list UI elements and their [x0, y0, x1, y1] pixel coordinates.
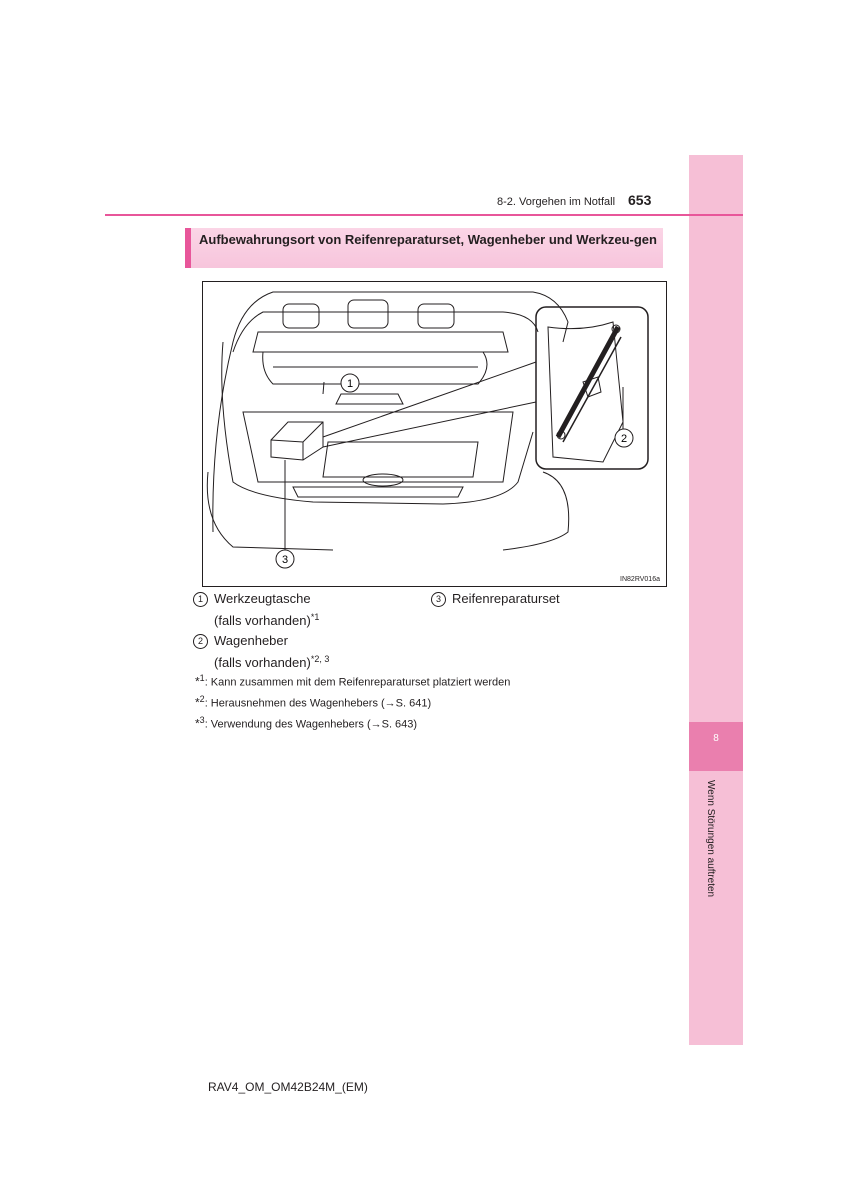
section-heading: [185, 228, 663, 268]
legend-ref: *2, 3: [310, 654, 330, 664]
header-rule: [105, 214, 743, 216]
legend-item-2: [193, 631, 329, 672]
chapter-number-tab: 8: [689, 722, 743, 771]
legend-label: Wagenheber: [214, 633, 288, 648]
callout-3: 3: [281, 554, 289, 566]
legend-label: Reifenreparaturset: [452, 591, 560, 606]
legend-number: 3: [431, 592, 446, 607]
callout-1: 1: [346, 378, 354, 390]
section-heading-bar: [185, 228, 191, 268]
footnote-3: *$^3$: Verwendung des Wagenhebers (→S. 643): [195, 715, 418, 731]
legend-sub: (falls vorhanden): [214, 655, 311, 671]
chapter-side-title: Wenn Störungen auftreten: [705, 780, 716, 898]
footer-doc-id: RAV4_OM_OM42B24M_(EM): [208, 1080, 368, 1094]
figure-callouts: [276, 374, 633, 568]
side-tab: [689, 155, 743, 1045]
chapter-heading: 8-2. Vorgehen im Notfall: [497, 196, 616, 208]
callout-2: 2: [620, 433, 628, 445]
footnote-2: *$^2$: Herausnehmen des Wagenhebers (→S. 641): [195, 694, 432, 710]
legend-item-1: [193, 589, 319, 630]
figure-code: IN82RV016a: [620, 576, 660, 583]
footnote-1: *$^1$: Kann zusammen mit dem Reifenreparaturset platziert werden: [195, 673, 511, 689]
section-heading-text: Aufbewahrungsort von Reifenreparaturset, Wagenheber und Werkzeu-gen: [199, 232, 657, 247]
legend-sub: (falls vorhanden): [214, 613, 311, 629]
legend-label: Werkzeugtasche: [214, 591, 311, 606]
legend-ref: *1: [310, 612, 320, 622]
legend-item-3: [431, 589, 560, 608]
legend-number: 1: [193, 592, 208, 607]
legend-number: 2: [193, 634, 208, 649]
cargo-area-drawing: [203, 282, 666, 586]
cargo-area-illustration: [202, 281, 667, 587]
page-number: 653: [628, 192, 652, 208]
